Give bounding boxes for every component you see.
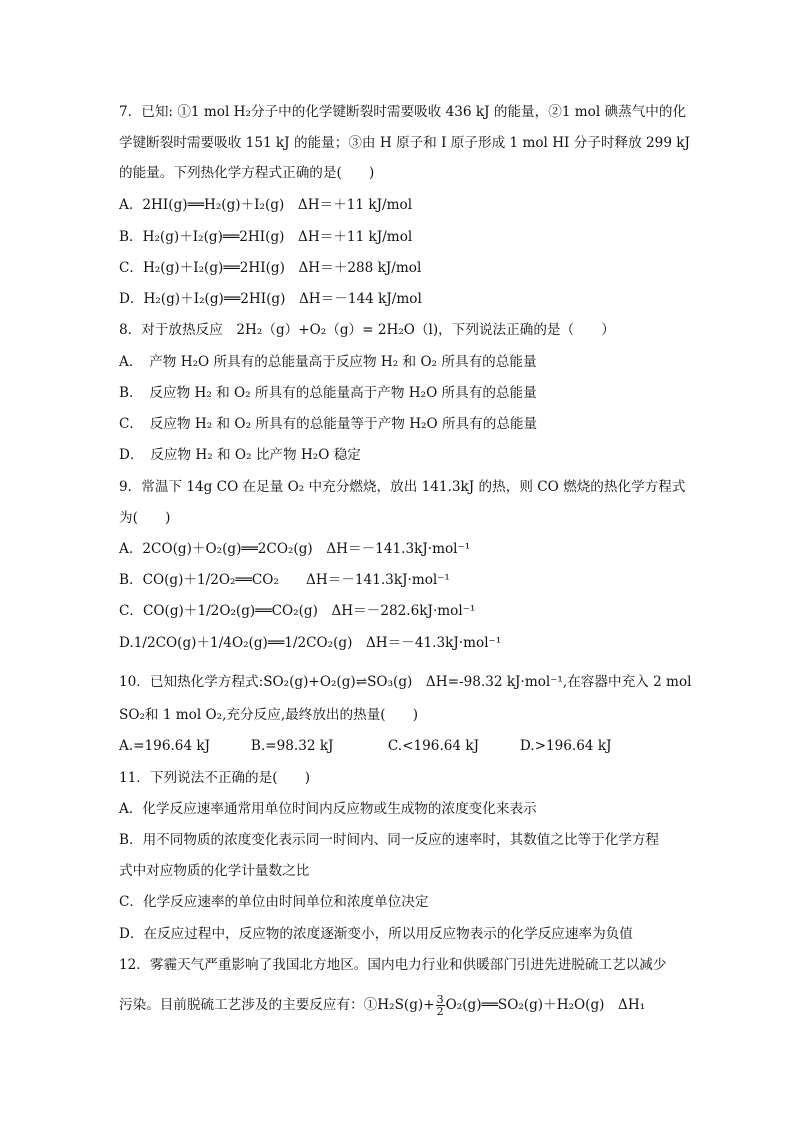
- q11-option-c: C．化学反应速率的单位由时间单位和浓度单位决定: [119, 894, 429, 910]
- fraction-numerator: 3: [436, 993, 444, 1006]
- q7-option-d: D．H₂(g)＋I₂(g)══2HI(g) ΔH＝－144 kJ/mol: [119, 291, 422, 307]
- q9-option-b: B．CO(g)＋1/2O₂══CO₂ ΔH＝－141.3kJ·mol⁻¹: [119, 572, 450, 588]
- q12-stem-line-1: 12．雾霾天气严重影响了我国北方地区。国内电力行业和供暖部门引进先进脱硫工艺以减少: [119, 957, 667, 973]
- q11-stem: 11．下列说法不正确的是( ): [119, 770, 311, 786]
- q7-stem-line-2: 学键断裂时需要吸收 151 kJ 的能量；③由 H 原子和 I 原子形成 1 mol HI 分子时释放 299 kJ: [119, 135, 690, 151]
- q7-option-c: C．H₂(g)＋I₂(g)══2HI(g) ΔH＝＋288 kJ/mol: [119, 260, 422, 276]
- q8-option-d: D． 反应物 H₂ 和 O₂ 比产物 H₂O 稳定: [119, 447, 361, 463]
- q12-text-after: O₂(g)══SO₂(g)＋H₂O(g) ΔH₁: [445, 997, 646, 1013]
- q11-option-b-line-1: B．用不同物质的浓度变化表示同一时间内、同一反应的速率时，其数值之比等于化学方程: [119, 832, 660, 848]
- q8-option-a: A． 产物 H₂O 所具有的总能量高于反应物 H₂ 和 O₂ 所具有的总能量: [119, 354, 537, 370]
- fraction-three-halves: [436, 994, 445, 1017]
- q11-option-d: D．在反应过程中，反应物的浓度逐渐变小，所以用反应物表示的化学反应速率为负值: [119, 926, 633, 942]
- q12-text-before: 污染。目前脱硫工艺涉及的主要反应有：①H₂S(g)+: [119, 997, 435, 1013]
- q10-stem-line-2: SO₂和 1 mol O₂,充分反应,最终放出的热量( ): [119, 707, 419, 723]
- q9-option-a: A．2CO(g)＋O₂(g)══2CO₂(g) ΔH＝－141.3kJ·mol⁻¹: [119, 541, 471, 557]
- fraction-denominator: 2: [436, 1005, 444, 1018]
- q7-stem-line-1: 7．已知: ①1 mol H₂分子中的化学键断裂时需要吸收 436 kJ 的能量，②1 mol 碘蒸气中的化: [119, 104, 687, 120]
- q8-option-b: B． 反应物 H₂ 和 O₂ 所具有的总能量高于产物 H₂O 所具有的总能量: [119, 385, 537, 401]
- q10-options: A.=196.64 kJ B.=98.32 kJ C.<196.64 kJ D.>196.64 kJ: [119, 738, 612, 754]
- q9-stem-line-1: 9．常温下 14g CO 在足量 O₂ 中充分燃烧，放出 141.3kJ 的热，则 CO 燃烧的热化学方程式: [119, 479, 686, 495]
- q9-stem-line-2: 为( ): [119, 510, 171, 526]
- q7-option-b: B．H₂(g)＋I₂(g)══2HI(g) ΔH＝＋11 kJ/mol: [119, 229, 413, 245]
- q8-option-c: C． 反应物 H₂ 和 O₂ 所具有的总能量等于产物 H₂O 所具有的总能量: [119, 416, 538, 432]
- q11-option-a: A．化学反应速率通常用单位时间内反应物或生成物的浓度变化来表示: [119, 801, 537, 817]
- q12-stem-line-2: [119, 994, 679, 1017]
- q9-option-c: C．CO(g)＋1/2O₂(g)══CO₂(g) ΔH＝－282.6kJ·mol⁻¹: [119, 603, 476, 619]
- q8-stem: 8．对于放热反应 2H₂（g）+O₂（g）= 2H₂O（l)，下列说法正确的是（ ）: [119, 322, 615, 338]
- q10-stem-line-1: 10．已知热化学方程式:SO₂(g)+O₂(g)⇌SO₃(g) ΔH=-98.32 kJ·mol⁻¹,在容器中充入 2 mol: [119, 674, 692, 690]
- q9-option-d: D.1/2CO(g)＋1/4O₂(g)══1/2CO₂(g) ΔH＝－41.3kJ·mol⁻¹: [119, 635, 502, 651]
- q11-option-b-line-2: 式中对应物质的化学计量数之比: [119, 863, 310, 879]
- q7-option-a: A．2HI(g)══H₂(g)＋I₂(g) ΔH＝＋11 kJ/mol: [119, 197, 413, 213]
- q7-stem-line-3: 的能量。下列热化学方程式正确的是( ): [119, 165, 375, 181]
